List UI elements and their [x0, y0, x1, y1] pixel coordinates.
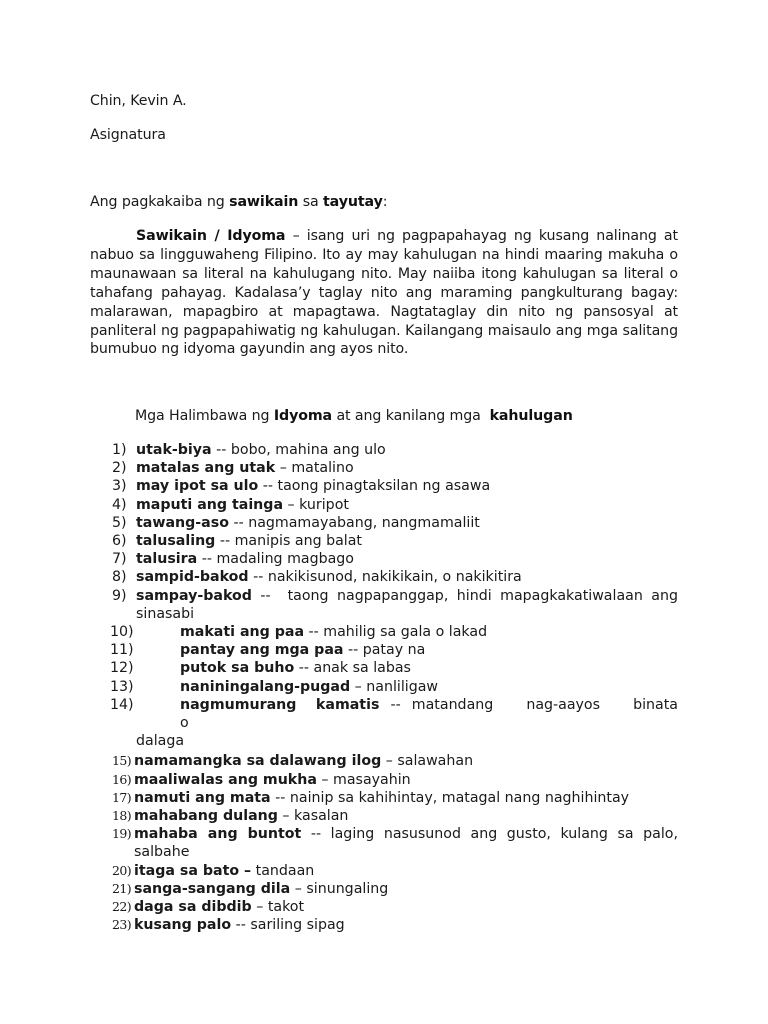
idiom-term: sampay-bakod — [136, 587, 252, 604]
item-number: 7) — [112, 551, 127, 568]
idiom-term: matalas ang utak — [136, 460, 276, 477]
idiom-meaning: patay na — [362, 642, 426, 659]
intro-prefix: Ang pagkakaiba ng — [90, 194, 230, 210]
item-number: 10) — [110, 624, 134, 641]
idiom-meaning: bobo, mahina ang ulo — [230, 442, 386, 458]
idiom-term: nagmumurang kamatis — [180, 696, 380, 713]
item-number: 6) — [112, 533, 127, 550]
item-number: 1) — [112, 442, 127, 458]
idiom-term: sanga-sangang dila — [134, 880, 291, 897]
separator: -- — [294, 660, 314, 677]
separator: -- — [248, 569, 268, 586]
idiom-term: pantay ang mga paa — [180, 642, 344, 659]
list-item — [112, 641, 678, 659]
list-item — [112, 807, 678, 825]
item-number: 21) — [112, 880, 131, 896]
list-item — [112, 659, 678, 677]
idiom-meaning: tandaan — [255, 862, 315, 879]
idiom-meaning: kasalan — [294, 808, 349, 825]
separator: -- — [301, 826, 331, 843]
idiom-term: maputi ang tainga — [136, 496, 284, 513]
list-item — [112, 532, 678, 550]
subject-label: Asignatura — [90, 127, 166, 143]
idiom-term: talusira — [136, 551, 198, 568]
item-number: 23) — [112, 917, 131, 933]
item-number: 3) — [112, 478, 127, 495]
list-item — [112, 752, 678, 770]
list-item — [112, 496, 678, 514]
examples-heading-prefix: Mga Halimbawa ng — [135, 408, 274, 424]
list-item — [112, 789, 678, 807]
separator: -- — [251, 587, 288, 604]
list-item — [112, 587, 678, 623]
examples-heading-term-kahulugan: kahulugan — [489, 408, 573, 424]
examples-list — [112, 441, 678, 934]
definition-term: Sawikain / Idyoma — [136, 228, 286, 244]
separator: -- — [215, 533, 235, 550]
separator: – — [275, 460, 292, 477]
list-item — [112, 441, 678, 459]
idiom-meaning: nakikisunod, nakikikain, o nakikitira — [267, 569, 522, 586]
item-number: 4) — [112, 496, 127, 513]
separator: -- — [270, 789, 290, 806]
item-number: 5) — [112, 514, 127, 531]
idiom-meaning: taong pinagtaksilan ng asawa — [277, 478, 491, 495]
list-item — [112, 459, 678, 477]
intro-middle: sa — [298, 194, 323, 210]
definition-paragraph — [90, 227, 678, 359]
intro-heading — [90, 194, 387, 210]
idiom-meaning: taong nagpapanggap, hindi mapagkakatiwalaan ang sinasabi — [136, 587, 678, 622]
idiom-term: naniningalang-pugad — [180, 678, 351, 695]
separator: -- — [343, 642, 363, 659]
idiom-meaning: salawahan — [397, 753, 474, 770]
list-item — [112, 514, 678, 532]
idiom-term: kusang palo — [134, 917, 232, 934]
idiom-term: mahabang dulang — [134, 808, 278, 825]
list-item — [112, 678, 678, 696]
item-number: 22) — [112, 899, 131, 915]
idiom-meaning: masayahin — [333, 771, 411, 788]
item-number: 20) — [112, 862, 131, 878]
item-number: 9) — [112, 587, 127, 604]
idiom-term: utak-biya — [136, 442, 212, 458]
separator: – — [283, 496, 300, 513]
idiom-meaning: mahilig sa gala o lakad — [323, 624, 488, 641]
separator: – — [381, 753, 398, 770]
list-item — [112, 623, 678, 641]
idiom-term: itaga sa bato – — [134, 862, 252, 879]
idiom-meaning-continuation: dalaga — [136, 733, 185, 750]
separator: – — [350, 678, 367, 695]
separator: – — [290, 880, 307, 897]
item-number: 13) — [110, 678, 134, 695]
separator: -- — [197, 551, 217, 568]
idiom-meaning: nainip sa kahihintay, matagal nang naghihintay — [289, 789, 630, 806]
item-number: 14) — [110, 696, 134, 713]
list-item — [112, 916, 678, 934]
idiom-meaning: manipis ang balat — [234, 533, 362, 550]
intro-term-sawikain: sawikain — [229, 194, 299, 210]
list-item — [112, 862, 678, 880]
list-item — [112, 477, 678, 495]
list-item — [112, 550, 678, 568]
idiom-term: may ipot sa ulo — [136, 478, 259, 495]
idiom-term: makati ang paa — [180, 624, 305, 641]
list-item — [112, 898, 678, 916]
definition-text: – isang uri ng pagpapahayag ng kusang nalinang at nabuo sa lingguwaheng Filipino. Ito ay may kahulugan na hindi maaring makuha o maunawaan sa literal na kahulugang nito. May naiiba itong kahulugan sa literal o tahafang pahayag. Kadalasa’y taglay nito ang maraming pangkulturang bagay: malarawan, mapagbiro at mapagtawa. Nagtataglay din nito ng pansosyal at panliteral ng pagpapahiwatig ng kahulugan. Kailangang maisaulo ang mga salitang bumubuo ng idyoma gayundin ang ayos nito. — [90, 228, 678, 358]
list-item — [112, 696, 678, 751]
item-number: 19) — [112, 826, 131, 842]
separator: – — [316, 771, 334, 788]
list-item — [112, 880, 678, 898]
author-name: Chin, Kevin A. — [90, 93, 187, 109]
idiom-term: namuti ang mata — [134, 789, 271, 806]
item-number: 15) — [112, 753, 131, 769]
idiom-term: talusaling — [136, 533, 216, 550]
idiom-meaning: takot — [267, 899, 305, 916]
idiom-meaning: nanliligaw — [366, 678, 439, 695]
idiom-term: namamangka sa dalawang ilog — [134, 753, 382, 770]
idiom-term: maaliwalas ang mukha — [134, 771, 317, 788]
separator: – — [277, 808, 295, 825]
idiom-meaning: madaling magbago — [216, 551, 354, 568]
idiom-meaning: sinungaling — [306, 880, 389, 897]
separator: -- — [228, 514, 249, 531]
examples-heading — [135, 408, 573, 424]
list-item — [112, 825, 678, 861]
separator: – — [251, 899, 268, 916]
examples-heading-middle: at ang kanilang mga — [332, 408, 490, 424]
idiom-term: putok sa buho — [180, 660, 295, 677]
idiom-meaning: kuripot — [299, 496, 349, 513]
idiom-meaning: nagmamayabang, nangmamaliit — [248, 514, 480, 531]
intro-suffix: : — [382, 194, 388, 210]
item-number: 18) — [112, 808, 131, 824]
item-number: 11) — [110, 642, 134, 659]
intro-term-tayutay: tayutay — [323, 194, 383, 210]
idiom-term: mahaba ang buntot — [134, 826, 302, 843]
item-number: 17) — [112, 789, 131, 805]
idiom-term: sampid-bakod — [136, 569, 249, 586]
item-number: 2) — [112, 460, 127, 477]
idiom-term: daga sa dibdib — [134, 899, 252, 916]
list-item — [112, 568, 678, 586]
separator: -- — [258, 478, 278, 495]
examples-heading-term-idyoma: Idyoma — [273, 408, 333, 424]
idiom-meaning: matandang nag-aayos binata o — [180, 696, 678, 732]
separator: -- — [304, 624, 324, 641]
item-number: 12) — [110, 660, 134, 677]
idiom-term: tawang-aso — [136, 514, 229, 531]
idiom-meaning: anak sa labas — [313, 660, 411, 677]
item-number: 16) — [112, 771, 131, 787]
separator: -- — [211, 442, 231, 458]
idiom-meaning: laging nasusunod ang gusto, kulang sa palo, salbahe — [134, 826, 678, 861]
item-number: 8) — [112, 569, 127, 586]
separator: -- — [379, 696, 412, 713]
idiom-meaning: sariling sipag — [250, 917, 345, 934]
idiom-meaning: matalino — [291, 460, 354, 477]
separator: -- — [231, 917, 251, 934]
list-item — [112, 771, 678, 789]
